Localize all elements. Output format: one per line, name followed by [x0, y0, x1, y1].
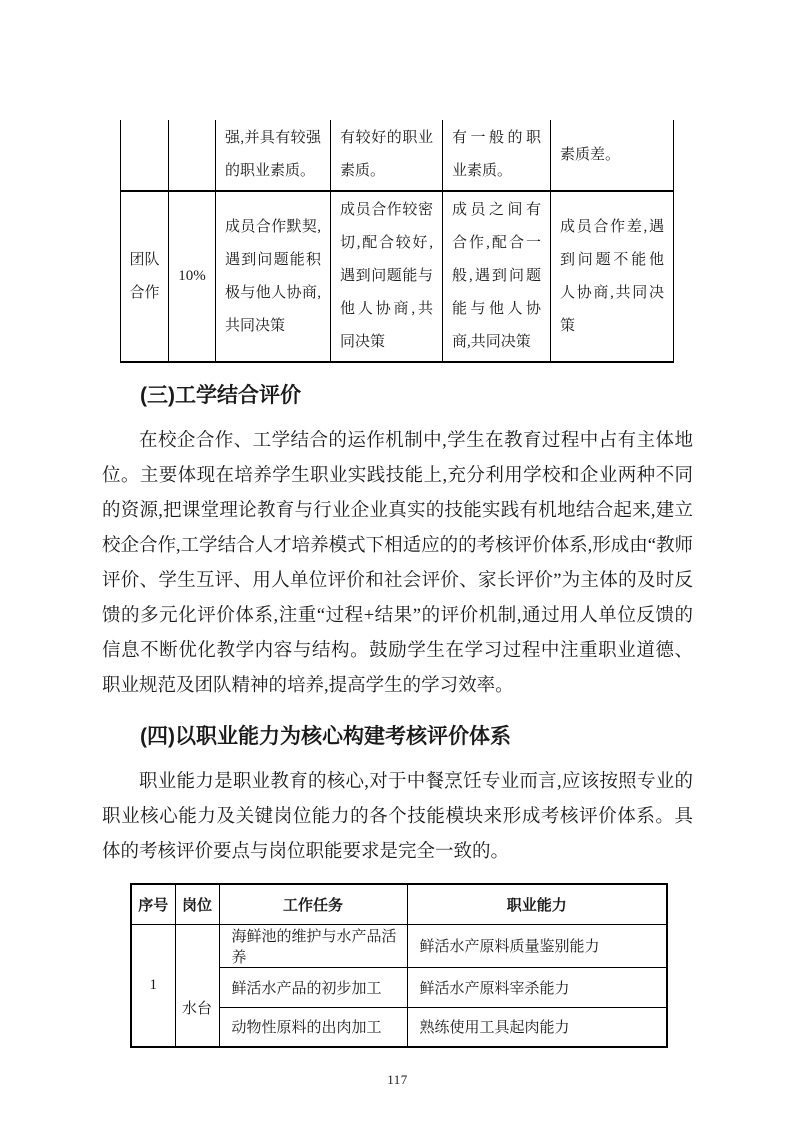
rubric-weight-teamwork: 10% — [169, 191, 216, 362]
section-three-heading: (三)工学结合评价 — [140, 384, 301, 407]
ability-cell: 熟练使用工具起肉能力 — [407, 1007, 667, 1047]
task-cell: 海鲜池的维护与水产品活养 — [219, 924, 407, 967]
group-position-cell: 水台 — [175, 924, 219, 1047]
header-position: 岗位 — [175, 884, 219, 924]
rubric-level-d-tail: 素质差。 — [551, 120, 674, 191]
task-cell: 动物性原料的出肉加工 — [219, 1007, 407, 1047]
ability-cell: 鲜活水产原料宰杀能力 — [407, 967, 667, 1007]
rubric-teamwork-row — [121, 191, 674, 362]
position-table-row — [131, 924, 667, 967]
rubric-level-c-tail: 有一般的职业素质。 — [443, 120, 551, 191]
rubric-teamwork-level-c: 成员之间有合作,配合一般,遇到问题能与他人协商,共同决策 — [443, 191, 551, 362]
position-table-header-row — [131, 884, 667, 924]
section-four-paragraph: 职业能力是职业教育的核心,对于中餐烹饪专业而言,应该按照专业的职业核心能力及关键岗位能力的各个技能模块来形成考核评价体系。具体的考核评价要点与岗位职能要求是完全一致的。 — [102, 772, 693, 862]
section-three-paragraph: 在校企合作、工学结合的运作机制中,学生在教育过程中占有主体地位。主要体现在培养学生职业实践技能上,充分利用学校和企业两种不同的资源,把课堂理论教育与行业企业真实的技能实践有机地结合起来,建立校企合作,工学结合人才培养模式下相适应的的考核评价体系,形成由“教师评价、学生互评、用人单位评价和社会评价、家长评价”为主体的及时反馈的多元化评价体系,注重“过程+结果”的评价机制,通过用人单位反馈的信息不断优化教学内容与结构。鼓励学生在学习过程中注重职业道德、职业规范及团队精神的培养,提高学生的学习效率。 — [102, 431, 693, 696]
rubric-carryover-row — [121, 120, 674, 191]
rubric-teamwork-level-a: 成员合作默契,遇到问题能积极与他人协商,共同决策 — [216, 191, 331, 362]
rubric-weight-cell-empty — [169, 120, 216, 191]
header-ability: 职业能力 — [407, 884, 667, 924]
rubric-criterion-teamwork: 团队合作 — [121, 191, 169, 362]
position-table — [130, 883, 668, 1048]
header-task: 工作任务 — [219, 884, 407, 924]
task-cell: 鲜活水产品的初步加工 — [219, 967, 407, 1007]
rubric-level-a-tail: 强,并具有较强的职业素质。 — [216, 120, 331, 191]
header-index: 序号 — [131, 884, 175, 924]
rubric-criterion-cell-empty — [121, 120, 169, 191]
ability-cell: 鲜活水产原料质量鉴别能力 — [407, 924, 667, 967]
group-index-cell: 1 — [131, 924, 175, 1047]
rubric-teamwork-level-b: 成员合作较密切,配合较好,遇到问题能与他人协商,共同决策 — [331, 191, 443, 362]
section-four-heading: (四)以职业能力为核心构建考核评价体系 — [140, 725, 511, 748]
rubric-level-b-tail: 有较好的职业素质。 — [331, 120, 443, 191]
page-number: 117 — [387, 1072, 408, 1087]
rubric-table — [120, 120, 674, 363]
rubric-teamwork-level-d: 成员合作差,遇到问题不能他人协商,共同决策 — [551, 191, 674, 362]
